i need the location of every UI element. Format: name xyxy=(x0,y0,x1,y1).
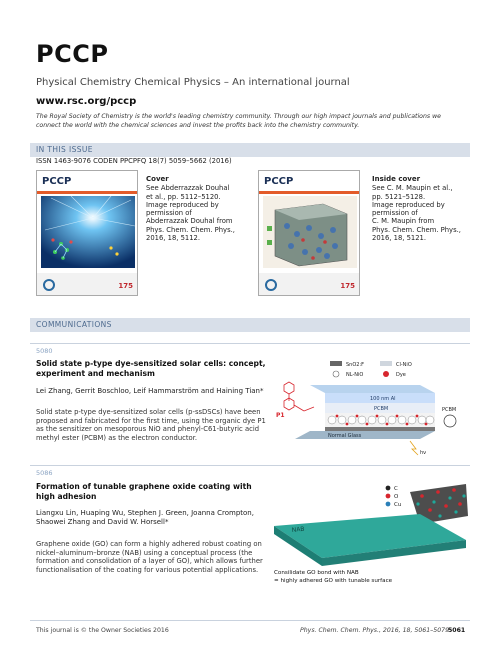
article-page-number: 5086 xyxy=(36,469,53,477)
graphic-caption-line-2: = highly adhered GO with tunable surface xyxy=(274,578,393,584)
layer-label-pcbm: PCBM xyxy=(374,406,389,412)
legend-swatch xyxy=(380,361,392,366)
article-title[interactable]: Formation of tunable graphene oxide coating with high adhesion xyxy=(36,482,252,501)
legend-label: Cl-NiO xyxy=(396,362,412,368)
footer-divider xyxy=(30,620,470,621)
al-layer-top xyxy=(310,385,435,393)
issn-line: ISSN 1463-9076 CODEN PPCPFQ 18(7) 5059–5662 (2016) xyxy=(36,157,232,165)
fto-layer xyxy=(325,427,435,431)
pcbm-side-label: PCBM xyxy=(442,407,457,413)
legend-label: NL-NiO xyxy=(346,372,364,378)
rsc-seal-icon xyxy=(265,279,277,291)
society-blurb: The Royal Society of Chemistry is the world's leading chemistry community. Through our high impact journals and publications we connect the world with the chemical sciences and invest the profits back into the chemistry community. xyxy=(36,113,441,129)
article-abstract: Solid state p-type dye-sensitized solar cells (p-ssDSCs) have been proposed and fabricated for the first time, using the organic dye P1 as the sensitizer on mesoporous NiO and phenyl-C61-butyric acid methyl ester (PCBM) as the electron conductor. xyxy=(36,408,266,442)
dye-molecule-icon xyxy=(284,382,314,411)
glass-substrate xyxy=(295,431,435,439)
cover-artwork xyxy=(263,196,357,268)
nab-label: NAB xyxy=(291,525,305,534)
inside-cover-image[interactable] xyxy=(258,170,360,296)
legend-label: Dye xyxy=(396,372,406,378)
front-cover-caption: Cover See Abderrazzak Douhal et al., pp. 5112–5120. Image reproduced by permission of Abderrazzak Douhal from Phys. Chem. Chem. Phys., 2016, 18, 5112. xyxy=(146,175,235,243)
journal-url[interactable]: www.rsc.org/pccp xyxy=(36,96,137,107)
legend-swatch xyxy=(383,371,389,377)
caption-heading: Cover xyxy=(146,175,169,183)
rsc-seal-icon xyxy=(43,279,55,291)
cover-issue-number: 175 xyxy=(340,282,355,290)
legend-label: O xyxy=(394,494,399,500)
cover-logo: PCCP xyxy=(264,176,294,187)
legend-label: SnO2:F xyxy=(346,362,365,368)
article-authors: Lei Zhang, Gerrit Boschloo, Leif Hammarström and Haining Tian* xyxy=(36,387,264,395)
legend-swatch xyxy=(386,486,391,491)
legend-label: Cu xyxy=(394,502,402,508)
light-label: hν xyxy=(420,450,426,456)
cover-stripe xyxy=(37,191,137,194)
journal-logo: PCCP xyxy=(36,40,109,68)
dye-label: P1 xyxy=(276,412,285,419)
legend-swatch xyxy=(330,361,342,366)
article-graphic-go-coating xyxy=(270,476,470,586)
footer-citation: Phys. Chem. Chem. Phys., 2016, 18, 5061–5079 xyxy=(300,627,450,634)
legend-label: C xyxy=(394,486,398,492)
article-divider xyxy=(30,465,470,466)
pcbm-molecule-icon xyxy=(444,415,456,427)
journal-subtitle: Physical Chemistry Chemical Physics – An international journal xyxy=(36,77,350,88)
communications-band: COMMUNICATIONS xyxy=(30,318,470,332)
article-abstract: Graphene oxide (GO) can form a highly adhered robust coating on nickel–aluminum–bronze (NAB) using a conceptual process (the formation and consolidation of a layer of GO), which allows further functionalisation of the coating for various potential applications. xyxy=(36,540,263,574)
article-title[interactable]: Solid state p-type dye-sensitized solar cells: concept, experiment and mechanism xyxy=(36,359,266,378)
layer-label-al: 100 nm Al xyxy=(370,396,396,402)
legend-swatch xyxy=(386,502,391,507)
cover-artwork xyxy=(41,196,135,268)
footer-copyright: This journal is © the Owner Societies 2016 xyxy=(36,627,169,634)
cover-stripe xyxy=(259,191,359,194)
in-this-issue-band: IN THIS ISSUE xyxy=(30,143,470,157)
legend-swatch xyxy=(386,494,391,499)
glass-label: Normal Glass xyxy=(328,433,362,439)
nio-particle-layer xyxy=(325,413,435,427)
article-graphic-solar-cell xyxy=(270,355,470,457)
article-authors: Liangxu Lin, Huaping Wu, Stephen J. Green, Joanna Crompton, Shaowei Zhang and David W. Horsell* xyxy=(36,509,254,526)
caption-heading: Inside cover xyxy=(372,175,421,183)
light-arrow-icon xyxy=(410,441,418,455)
article-divider xyxy=(30,343,470,344)
footer-page-number: 5061 xyxy=(448,627,466,634)
legend-swatch xyxy=(333,371,339,377)
inside-cover-caption: Inside cover See C. M. Maupin et al., pp. 5121–5128. Image reproduced by permission of C. M. Maupin from Phys. Chem. Chem. Phys., 2016, 18, 5121. xyxy=(372,175,461,243)
cover-issue-number: 175 xyxy=(118,282,133,290)
graphic-caption-line-1: Consilidate GO bond with NAB xyxy=(274,570,359,576)
article-page-number: 5080 xyxy=(36,347,53,355)
front-cover-image[interactable] xyxy=(36,170,138,296)
cover-logo: PCCP xyxy=(42,176,72,187)
